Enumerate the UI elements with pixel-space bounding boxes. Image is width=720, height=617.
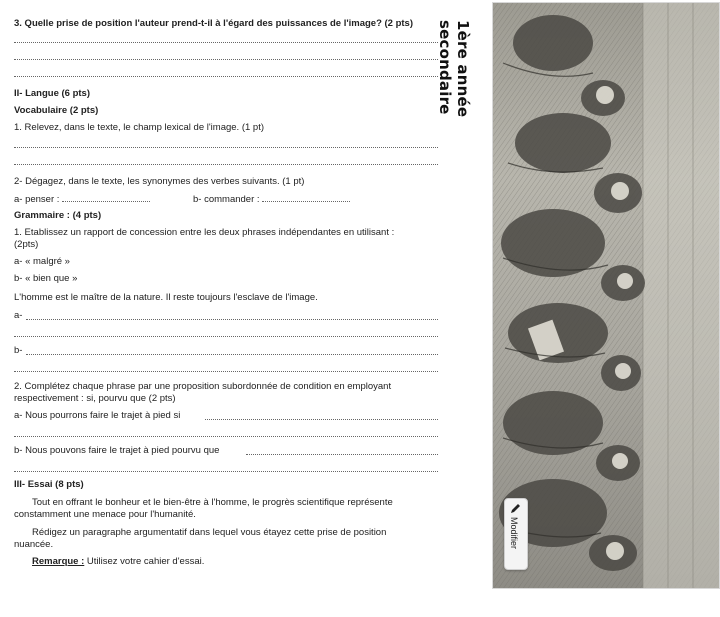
answer-blank xyxy=(262,193,350,202)
answer-line xyxy=(14,164,438,165)
modifier-button[interactable] xyxy=(504,498,528,570)
vocab-item-b xyxy=(193,193,350,206)
gram-question-1-line2: (2pts) xyxy=(14,239,39,250)
section-langue-heading: II- Langue (6 pts) xyxy=(14,88,90,99)
answer-line xyxy=(26,319,438,320)
gram-question-2-line1: 2. Complétez chaque phrase par une proposition subordonnée de condition en employant xyxy=(14,381,392,392)
essai-prompt-line1: Tout en offrant le bonheur et le bien-être à l'homme, le progrès scientifique représente xyxy=(32,497,393,508)
answer-line xyxy=(26,354,438,355)
vocab-question-2: 2- Dégagez, dans le texte, les synonymes des verbes suivants. (1 pt) xyxy=(14,176,305,187)
section-essai-heading: III- Essai (8 pts) xyxy=(14,479,84,490)
gram-question-2-line2: respectivement : si, pourvu que (2 pts) xyxy=(14,393,176,404)
remarque-label: Remarque : xyxy=(32,556,85,567)
side-title: 1ère année secondaire xyxy=(436,20,472,118)
vocab-question-1: 1. Relevez, dans le texte, le champ lexical de l'image. (1 pt) xyxy=(14,122,264,133)
gram-option-a: a- « malgré » xyxy=(14,256,70,267)
pencil-icon xyxy=(510,503,521,514)
gram-item-a: a- Nous pourrons faire le trajet à pied si xyxy=(14,410,181,421)
remarque xyxy=(32,556,204,568)
question-3: 3. Quelle prise de position l'auteur prend-t-il à l'égard des puissances de l'image? (2 pts) xyxy=(14,18,414,29)
essai-prompt-line2: constamment une menace pour l'humanité. xyxy=(14,509,196,520)
answer-line xyxy=(14,147,438,148)
grammaire-heading: Grammaire : (4 pts) xyxy=(14,210,102,221)
answer-line xyxy=(14,76,438,77)
answer-blank xyxy=(62,193,150,202)
answer-a-label: a- xyxy=(14,310,23,321)
gram-option-b: b- « bien que » xyxy=(14,273,78,284)
remarque-text: Utilisez votre cahier d'essai. xyxy=(86,556,205,567)
vocab-item-a-label: a- penser : xyxy=(14,194,60,205)
answer-b-label: b- xyxy=(14,345,23,356)
answer-line xyxy=(14,471,438,472)
modifier-label: Modifier xyxy=(509,517,519,550)
essai-instruction-line1: Rédigez un paragraphe argumentatif dans lequel vous étayez cette prise de position xyxy=(32,527,387,538)
answer-line xyxy=(14,42,438,43)
answer-line xyxy=(246,454,438,455)
gram-sentence: L'homme est le maître de la nature. Il reste toujours l'esclave de l'image. xyxy=(14,292,318,303)
vocab-item-a xyxy=(14,193,150,206)
essai-instruction-line2: nuancée. xyxy=(14,539,54,550)
gram-item-b: b- Nous pouvons faire le trajet à pied pourvu que xyxy=(14,445,220,456)
answer-line xyxy=(14,371,438,372)
answer-line xyxy=(14,436,438,437)
vocabulaire-heading: Vocabulaire (2 pts) xyxy=(14,105,99,116)
answer-line xyxy=(14,59,438,60)
gram-question-1-line1: 1. Etablissez un rapport de concession entre les deux phrases indépendantes en utilisant : xyxy=(14,227,395,238)
answer-line xyxy=(14,336,438,337)
answer-line xyxy=(205,419,438,420)
vocab-item-b-label: b- commander : xyxy=(193,194,260,205)
